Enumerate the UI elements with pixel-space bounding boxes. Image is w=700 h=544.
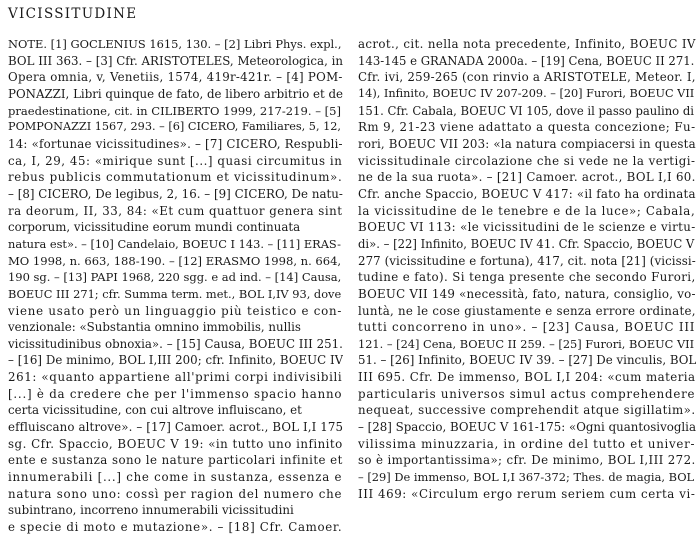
text-line: natura sono uno: cossì per ragion del numero che [8, 486, 343, 501]
text-line: – [28] Spaccio, BOEUC V 161-175: «Ogni quantosivoglia [358, 420, 696, 435]
text-line: tutti concorreno in uno». – [23] Causa, BOEUC III [358, 320, 696, 335]
text-line: viene usato però un linguaggio più teistico e con- [8, 303, 343, 318]
text-line: PONAZZI, Libri quinque de fato, de libero arbitrio et de [8, 86, 343, 101]
text-line: subintrano, incorreno innumerabili vicissitudini [8, 503, 294, 518]
text-line: innumerabili [...] che come in sustanza, essenza e [8, 470, 343, 485]
text-line: di». – [22] Infinito, BOEUC IV 41. Cfr. Spaccio, BOEUC V [358, 236, 695, 251]
text-line: Rm 9, 21-23 viene adattato a questa concezione; Fu- [358, 120, 696, 135]
text-line: venzionale: «Substantia omnino immobilis, nullis [8, 320, 301, 335]
text-line: so è importantissima»; cfr. De minimo, BOL I,III 272. [358, 453, 696, 468]
text-line: natura est». – [10] Candelaio, BOEUC I 143. – [11] ERAS- [8, 236, 341, 251]
text-line: Cfr. anche Spaccio, BOEUC V 417: «il fato ha ordinata [358, 186, 696, 201]
notes-column-left [8, 36, 343, 536]
text-line: luntà, ne le cose giustamente e senza errore ordinate, [358, 303, 696, 318]
text-line: Opera omnia, v, Venetiis, 1574, 419r-421r. – [4] POM- [8, 70, 343, 85]
text-line: particularis universos simul actus comprehendere [358, 386, 696, 401]
text-line: BOEUC III 271; cfr. Summa term. met., BOL I,IV 93, dove [8, 286, 342, 301]
text-line: 51. – [26] Infinito, BOEUC IV 39. – [27] De vinculis, BOL [358, 353, 696, 368]
text-line: praedestinatione, cit. in CILIBERTO 1999, 217-219. – [5] [8, 103, 341, 118]
notes-column-right [358, 36, 696, 502]
text-line: ca, I, 29, 45: «mirique sunt [...] quasi circumitus in [8, 153, 343, 168]
text-line: tudine e fato). Si tenga presente che secondo Furori, [358, 270, 696, 285]
text-line: ne de la sua ruota». – [21] Camoer. acrot., BOL I,I 60. [358, 170, 696, 185]
text-line: acrot., cit. nella nota precedente, Infinito, BOEUC IV [358, 37, 696, 51]
text-line: MO 1998, n. 663, 188-190. – [12] ERASMO 1998, n. 664, [8, 253, 342, 268]
text-line: nequeat, successive comprehendit atque sigillatim». [358, 403, 696, 418]
text-line: 14: «fortunae vicissitudines». – [7] CICERO, Respubli- [8, 136, 343, 151]
text-line: – [8] CICERO, De legibus, 2, 16. – [9] CICERO, De natu- [8, 186, 343, 201]
running-title: VICISSITUDINE [8, 6, 138, 22]
text-line: rebus publicis commutationum et vicissitudinum». [8, 170, 343, 185]
text-line: 261: «quanto appartiene all'primi corpi indivisibili [8, 370, 343, 385]
text-line: POMPONAZZI 1567, 293. – [6] CICERO, Familiares, 5, 12, [8, 120, 341, 134]
text-line: [...] è da credere che per l'immenso spacio hanno [8, 386, 343, 401]
text-line: BOEUC VII 149 «necessità, fato, natura, consiglio, vo- [358, 286, 696, 301]
text-line: la vicissitudine de le tenebre e de la luce»; Cabala, [358, 203, 696, 218]
text-line: vicissitudinale circolazione che si vede ne la vertigi- [358, 153, 696, 168]
text-line: NOTE. [1] GOCLENIUS 1615, 130. – [2] Libri Phys. expl., [8, 37, 342, 51]
text-line: ra deorum, II, 33, 84: «Et cum quattuor genera sint [8, 203, 343, 218]
text-line: rori, BOEUC VII 203: «la natura compiacersi in questa [358, 136, 696, 151]
text-line: vilissima minuzzaria, in ordine del tutto et univer- [358, 436, 696, 451]
text-line: 143-145 e GRANADA 2000a. – [19] Cena, BOEUC II 271. [358, 53, 695, 68]
text-line: 121. – [24] Cena, BOEUC II 259. – [25] Furori, BOEUC VII [358, 336, 695, 351]
text-line: BOEUC VI 113: «le vicissitudini de le scienze e virtu- [358, 220, 696, 235]
text-line: Cfr. ivi, 259-265 (con rinvio a ARISTOTELE, Meteor. I, [358, 70, 696, 85]
text-line: III 695. Cfr. De immenso, BOL I,I 204: «cum materia [358, 370, 696, 385]
text-line: sg. Cfr. Spaccio, BOEUC V 19: «in tutto uno infinito [8, 436, 343, 451]
text-line: 190 sg. – [13] PAPI 1968, 220 sgg. e ad ind. – [14] Causa, [8, 270, 342, 285]
text-line: corporum, vicissitudine eorum mundi continuata [8, 220, 301, 235]
text-line: e specie di moto e mutazione». – [18] Cfr. Camoer. [8, 520, 343, 535]
text-line: BOL III 363. – [3] Cfr. ARISTOTELES, Meteorologica, in [8, 53, 343, 68]
text-line: 14), Infinito, BOEUC IV 207-209. – [20] Furori, BOEUC VII [358, 86, 695, 100]
text-line: certa vicissitudine, con cui altrove influiscano, et [8, 403, 302, 418]
text-line: – [29] De immenso, BOL I,I 367-372; Thes. de magia, BOL [358, 470, 695, 485]
text-line: effluiscano altrove». – [17] Camoer. acrot., BOL I,I 175 [8, 420, 343, 435]
text-line: ente e sustanza sono le nature particolari infinite et [8, 453, 343, 468]
text-line: 151. Cfr. Cabala, BOEUC VI 105, dove il passo paulino di [358, 103, 695, 118]
text-line: vicissitudinibus obnoxia». – [15] Causa, BOEUC III 251. [8, 336, 343, 351]
text-line: – [16] De minimo, BOL I,III 200; cfr. Infinito, BOEUC IV [8, 353, 343, 368]
text-line: III 469: «Circulum ergo rerum seriem cum certa vi- [358, 486, 696, 501]
text-line: 277 (vicissitudine e fortuna), 417, cit. nota [21] (vicissi- [358, 253, 696, 268]
